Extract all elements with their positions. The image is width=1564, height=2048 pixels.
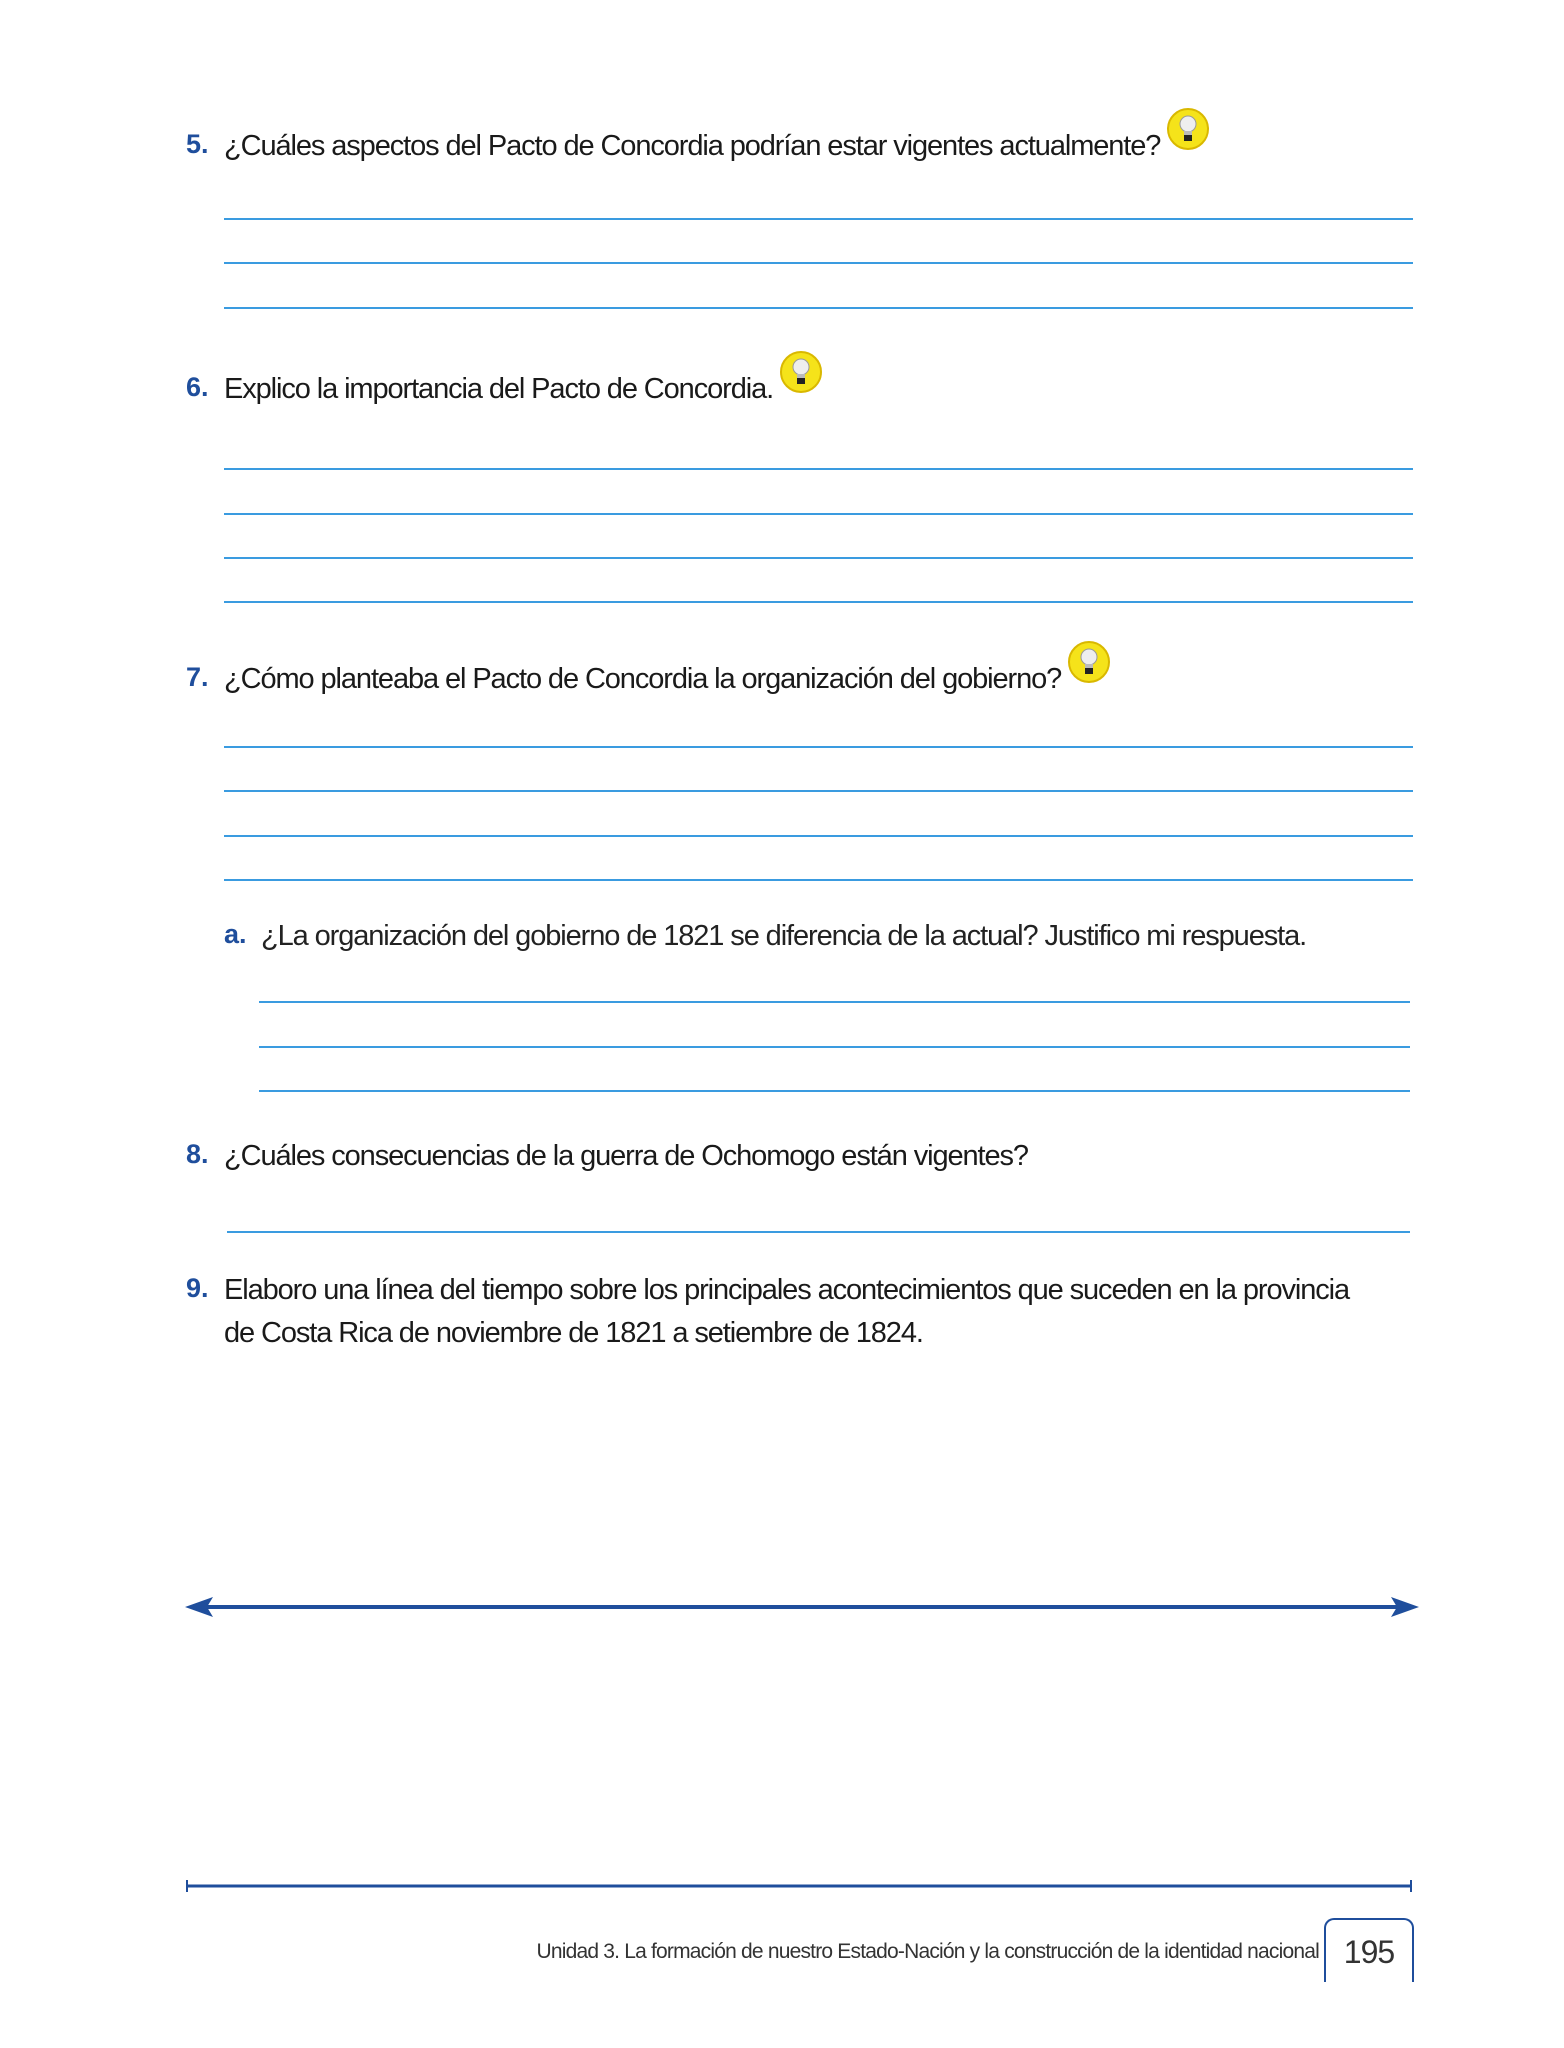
footer-unit-title: Unidad 3. La formación de nuestro Estado-Nación y la construcción de la identidad nacional <box>536 1940 1319 1963</box>
answer-line[interactable] <box>224 746 1413 748</box>
answer-line[interactable] <box>224 307 1413 309</box>
question-5-number: 5. <box>186 129 209 159</box>
question-9-text-line2: de Costa Rica de noviembre de 1821 a setiembre de 1824. <box>224 1317 923 1349</box>
answer-line[interactable] <box>224 218 1413 220</box>
lightbulb-icon <box>779 350 823 396</box>
question-7-label: ¿Cómo planteaba el Pacto de Concordia la organización del gobierno? <box>224 663 1062 695</box>
answer-line[interactable] <box>224 835 1413 837</box>
question-9-number: 9. <box>186 1273 209 1303</box>
question-6-number: 6. <box>186 372 209 402</box>
answer-line[interactable] <box>224 513 1413 515</box>
answer-line[interactable] <box>224 262 1413 264</box>
lightbulb-icon <box>1067 640 1111 686</box>
question-8-text: ¿Cuáles consecuencias de la guerra de Ochomogo están vigentes? <box>224 1140 1028 1172</box>
answer-line[interactable] <box>227 1231 1410 1233</box>
question-5-label: ¿Cuáles aspectos del Pacto de Concordia podrían estar vigentes actualmente? <box>224 130 1161 162</box>
question-7-text <box>224 662 1111 696</box>
question-9-text-line1: Elaboro una línea del tiempo sobre los principales acontecimientos que suceden en la provincia <box>224 1274 1350 1306</box>
lightbulb-icon <box>1166 107 1210 153</box>
footer-rule <box>186 1878 1414 1894</box>
question-7a-letter: a. <box>224 919 247 949</box>
answer-line[interactable] <box>259 1001 1410 1003</box>
question-8-number: 8. <box>186 1139 209 1169</box>
question-6-text <box>224 372 823 406</box>
answer-line[interactable] <box>224 468 1413 470</box>
page-number-box <box>1324 1918 1414 1982</box>
answer-line[interactable] <box>259 1090 1410 1092</box>
answer-line[interactable] <box>259 1046 1410 1048</box>
question-6-label: Explico la importancia del Pacto de Concordia. <box>224 373 774 405</box>
question-7a-text: ¿La organización del gobierno de 1821 se diferencia de la actual? Justifico mi respuesta. <box>261 920 1307 952</box>
question-7-number: 7. <box>186 662 209 692</box>
answer-line[interactable] <box>224 601 1413 603</box>
answer-line[interactable] <box>224 557 1413 559</box>
page-number: 195 <box>1343 1934 1395 1970</box>
answer-line[interactable] <box>224 879 1413 881</box>
question-5-text <box>224 129 1210 163</box>
answer-line[interactable] <box>224 790 1413 792</box>
timeline-arrow[interactable] <box>185 1592 1425 1622</box>
